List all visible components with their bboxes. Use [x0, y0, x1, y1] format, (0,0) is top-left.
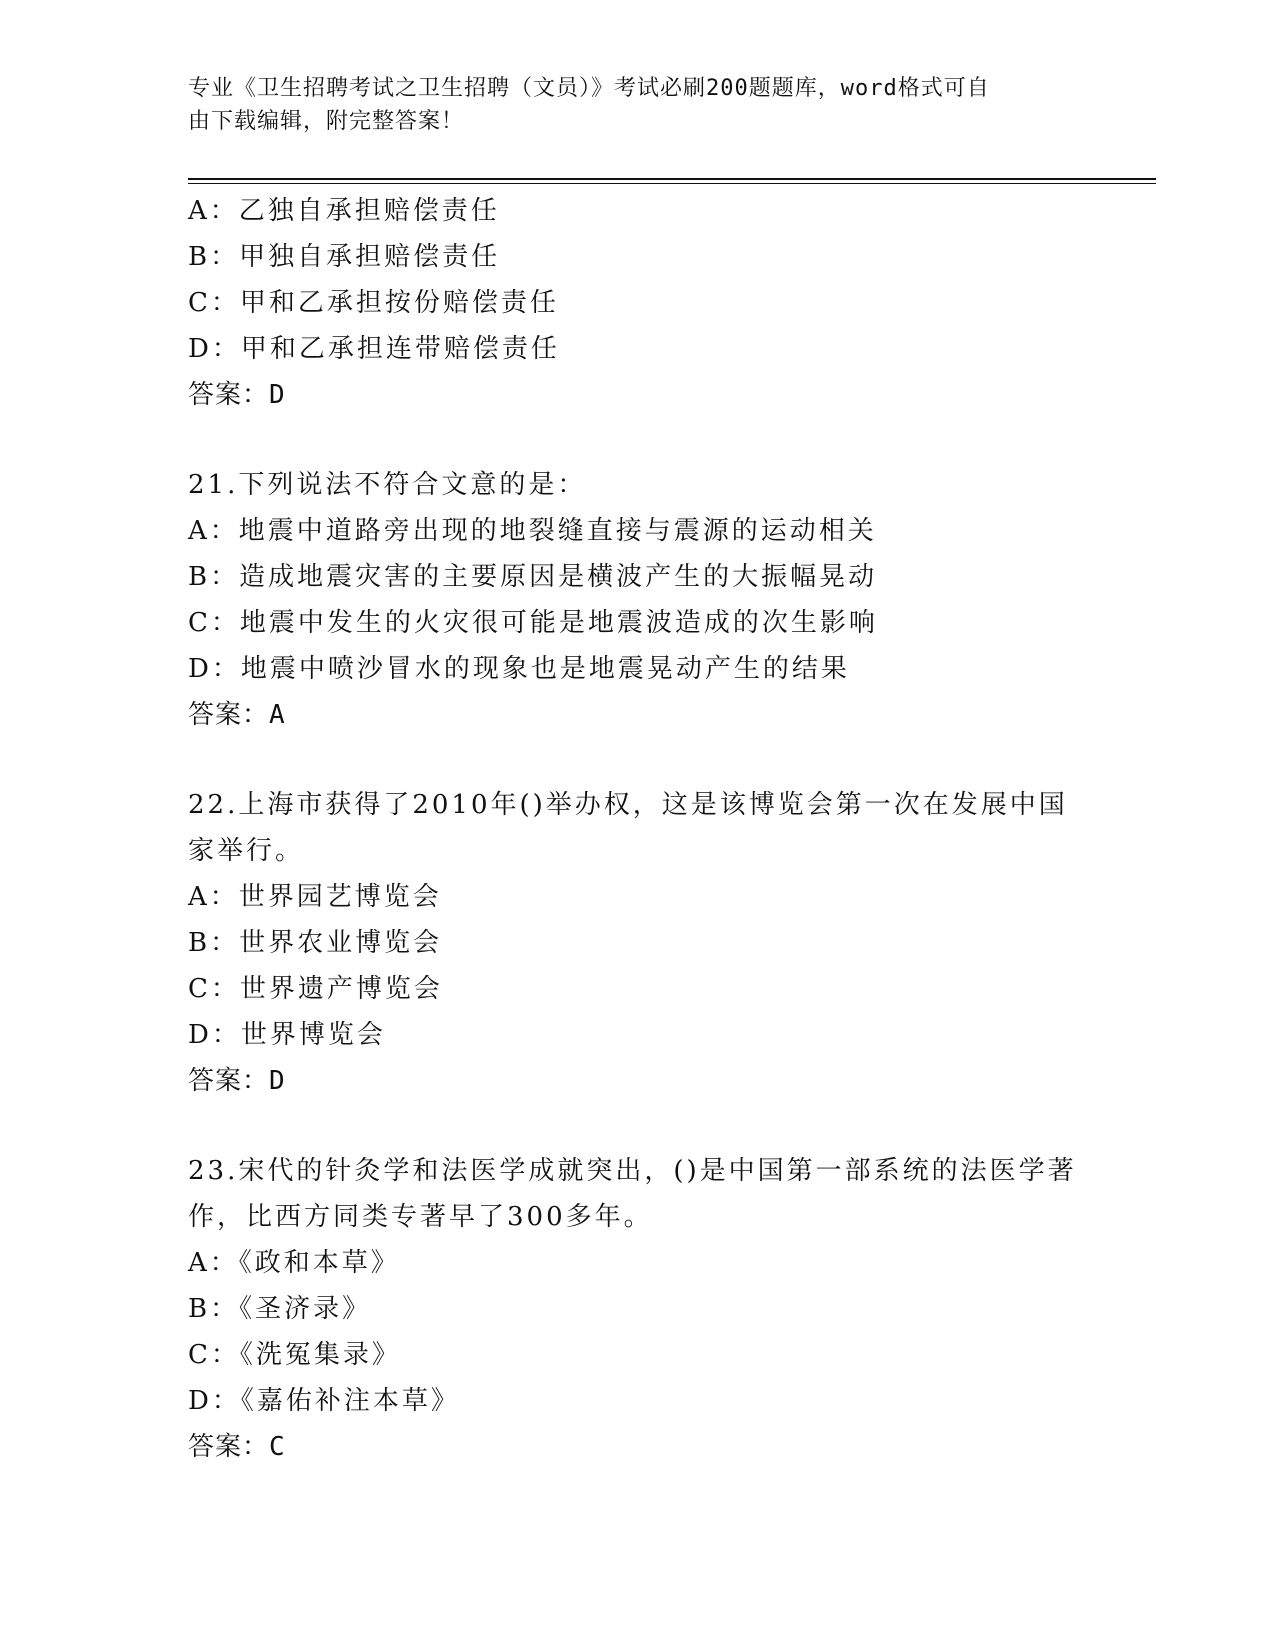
option-a: A：乙独自承担赔偿责任 — [188, 196, 500, 226]
header-divider-thick — [188, 178, 1156, 180]
answer: 答案：D — [188, 380, 286, 410]
question-22 — [188, 782, 1088, 1104]
answer: 答案：C — [188, 1432, 286, 1462]
option-d: D：世界博览会 — [188, 1020, 386, 1050]
option-d: D：地震中喷沙冒水的现象也是地震晃动产生的结果 — [188, 654, 850, 684]
option-b: B：甲独自承担赔偿责任 — [188, 242, 501, 272]
question-stem-line-1: 23.宋代的针灸学和法医学成就突出，()是中国第一部系统的法医学著 — [188, 1156, 1077, 1186]
option-a: A：地震中道路旁出现的地裂缝直接与震源的运动相关 — [188, 516, 877, 546]
question-stem-line-1: 22.上海市获得了2010年()举办权，这是该博览会第一次在发展中国 — [188, 790, 1068, 820]
answer: 答案：A — [188, 700, 286, 730]
option-b: B：造成地震灾害的主要原因是横波产生的大振幅晃动 — [188, 562, 878, 592]
question-stem: 21.下列说法不符合文意的是： — [188, 470, 587, 500]
question-stem-line-2: 作，比西方同类专著早了300多年。 — [188, 1202, 653, 1232]
header-line-2: 由下载编辑，附完整答案！ — [188, 109, 465, 134]
question-stem-line-2: 家举行。 — [188, 836, 305, 866]
question-20 — [188, 188, 1088, 418]
option-b: B：世界农业博览会 — [188, 928, 443, 958]
question-23 — [188, 1148, 1088, 1470]
option-a: A：世界园艺博览会 — [188, 882, 442, 912]
document-header — [188, 72, 1078, 138]
answer: 答案：D — [188, 1066, 286, 1096]
option-c: C：《洗冤集录》 — [188, 1340, 401, 1370]
question-list — [188, 188, 1088, 1470]
option-c: C：地震中发生的火灾很可能是地震波造成的次生影响 — [188, 608, 878, 638]
option-d: D：《嘉佑补注本草》 — [188, 1386, 460, 1416]
header-line-1: 专业《卫生招聘考试之卫生招聘（文员）》考试必刷200题题库，word格式可自 — [188, 76, 990, 101]
option-d: D：甲和乙承担连带赔偿责任 — [188, 334, 560, 364]
option-b: B：《圣济录》 — [188, 1294, 372, 1324]
question-21 — [188, 462, 1088, 738]
header-divider-thin — [188, 183, 1156, 184]
option-a: A：《政和本草》 — [188, 1248, 400, 1278]
option-c: C：甲和乙承担按份赔偿责任 — [188, 288, 559, 318]
option-c: C：世界遗产博览会 — [188, 974, 443, 1004]
